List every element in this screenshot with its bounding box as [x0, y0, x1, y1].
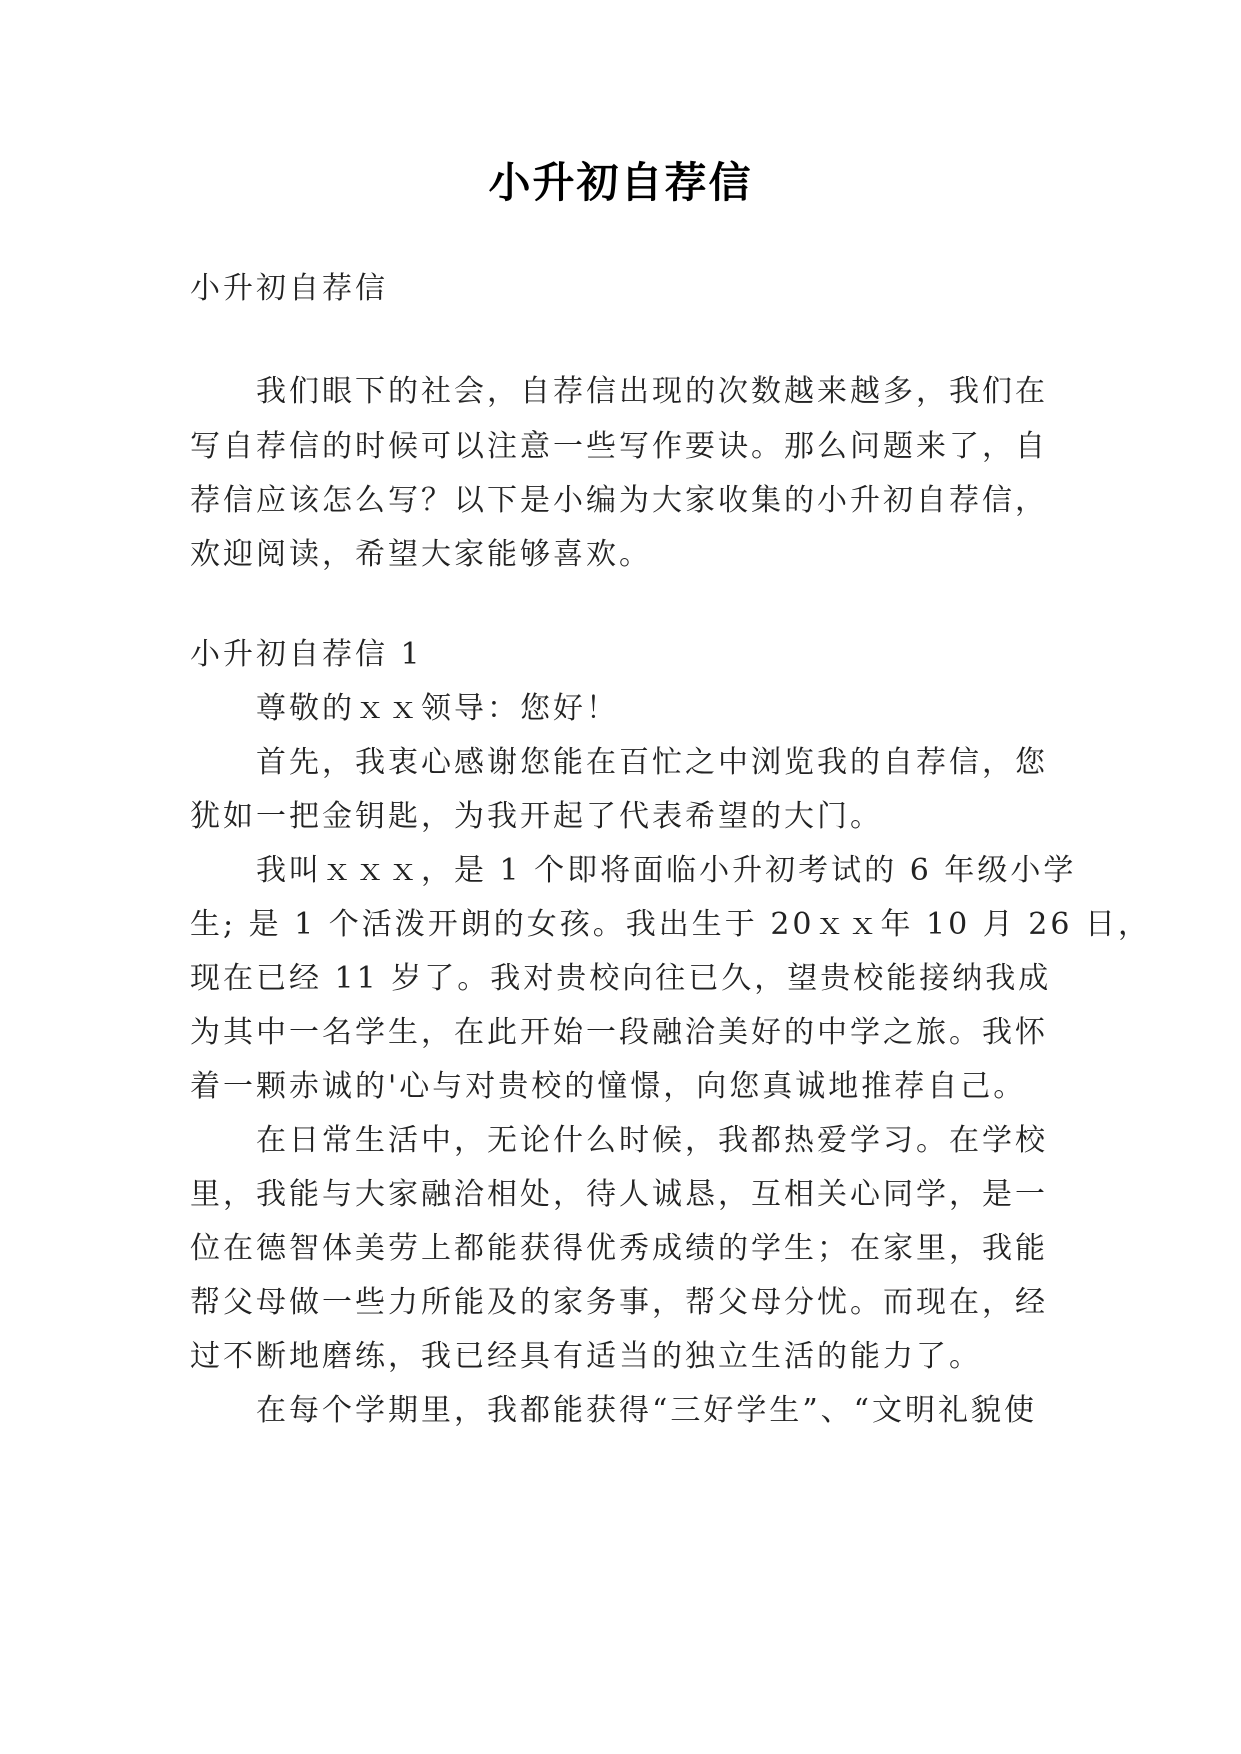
- para3-line-4: 帮父母做一些力所能及的家务事，帮父母分忧。而现在，经: [190, 1285, 1048, 1320]
- para4-line-1: 在每个学期里，我都能获得“三好学生”、“文明礼貌使: [256, 1393, 1038, 1428]
- document-subtitle: 小升初自荐信: [190, 271, 388, 306]
- para3-line-2: 里，我能与大家融洽相处，待人诚恳，互相关心同学，是一: [190, 1177, 1048, 1212]
- intro-line-2: 写自荐信的时候可以注意一些写作要诀。那么问题来了，自: [190, 429, 1048, 464]
- intro-line-1: 我们眼下的社会，自荐信出现的次数越来越多，我们在: [256, 374, 1048, 409]
- greeting-line: 尊敬的ｘｘ领导：您好！: [256, 691, 619, 726]
- para3-line-3: 位在德智体美劳上都能获得优秀成绩的学生；在家里，我能: [190, 1231, 1048, 1266]
- intro-line-4: 欢迎阅读，希望大家能够喜欢。: [190, 537, 652, 572]
- para2-line-2: 生; 是 1 个活泼开朗的女孩。我出生于 20ｘｘ年 10 月 26 日，: [190, 907, 1152, 942]
- para3-line-5: 过不断地磨练，我已经具有适当的独立生活的能力了。: [190, 1339, 982, 1374]
- para2-line-4: 为其中一名学生，在此开始一段融洽美好的中学之旅。我怀: [190, 1015, 1048, 1050]
- para2-line-3: 现在已经 11 岁了。我对贵校向往已久，望贵校能接纳我成: [190, 961, 1052, 996]
- para3-line-1: 在日常生活中，无论什么时候，我都热爱学习。在学校: [256, 1123, 1048, 1158]
- para2-line-5: 着一颗赤诚的'心与对贵校的憧憬，向您真诚地推荐自己。: [190, 1069, 1027, 1104]
- para1-line-2: 犹如一把金钥匙，为我开起了代表希望的大门。: [190, 799, 883, 834]
- intro-line-3: 荐信应该怎么写？以下是小编为大家收集的小升初自荐信，: [190, 483, 1048, 518]
- para1-line-1: 首先，我衷心感谢您能在百忙之中浏览我的自荐信，您: [256, 745, 1048, 780]
- section-heading: 小升初自荐信 1: [190, 637, 423, 672]
- para2-line-1: 我叫ｘｘｘ，是 1 个即将面临小升初考试的 6 年级小学: [256, 853, 1077, 888]
- document-title: 小升初自荐信: [488, 158, 753, 207]
